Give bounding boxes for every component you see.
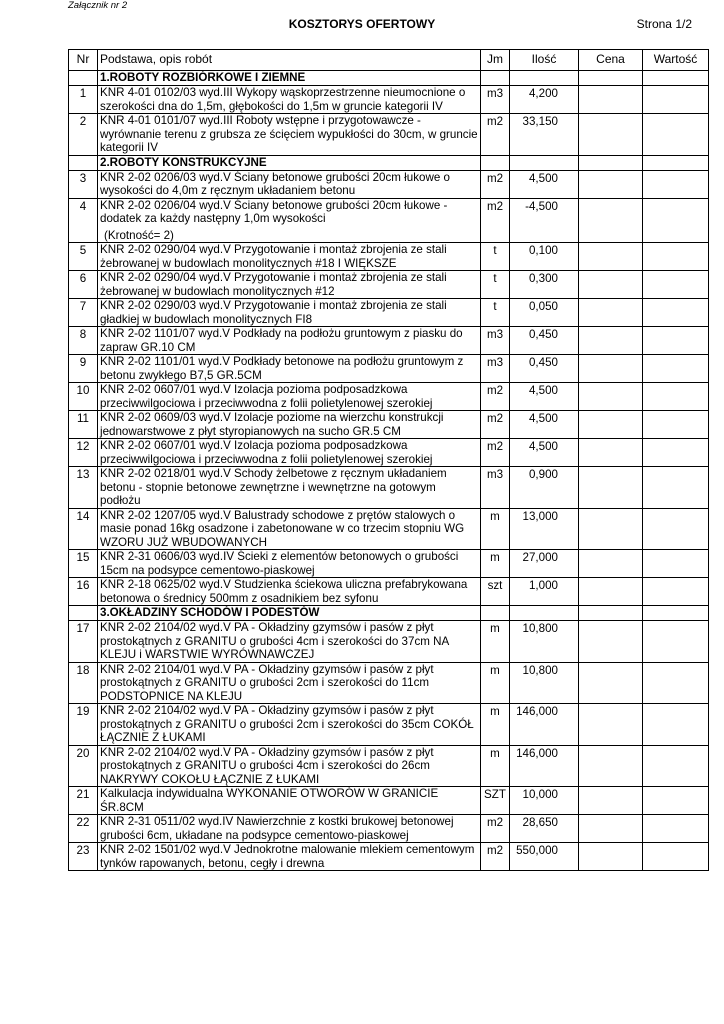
row-number: 6	[69, 271, 98, 299]
row-value	[643, 86, 709, 114]
row-description-cell	[98, 843, 481, 871]
table-row	[69, 271, 709, 299]
row-description-cell	[98, 170, 481, 198]
row-quantity: 4,500	[510, 383, 579, 411]
row-number: 3	[69, 170, 98, 198]
row-unit: m	[481, 621, 510, 663]
row-number: 4	[69, 198, 98, 243]
table-row	[69, 843, 709, 871]
row-description-cell	[98, 662, 481, 704]
table-row	[69, 662, 709, 704]
table-body	[69, 71, 709, 871]
table-row	[69, 243, 709, 271]
cost-estimate-table	[68, 49, 709, 871]
row-price	[579, 243, 643, 271]
row-quantity: 33,150	[510, 114, 579, 156]
row-price	[579, 578, 643, 606]
row-description-cell	[98, 243, 481, 271]
row-unit: m3	[481, 355, 510, 383]
table-row	[69, 704, 709, 746]
row-price	[579, 86, 643, 114]
row-description: KNR 2-02 0206/04 wyd.V Ściany betonowe grubości 20cm łukowe - dodatek za każdy następny 1,0m wysokości	[100, 198, 448, 225]
row-quantity: 0,450	[510, 355, 579, 383]
row-price	[579, 550, 643, 578]
row-description-cell	[98, 578, 481, 606]
row-number: 17	[69, 621, 98, 663]
row-number: 8	[69, 327, 98, 355]
row-value	[643, 508, 709, 550]
row-quantity: 0,100	[510, 243, 579, 271]
row-number: 21	[69, 787, 98, 815]
row-unit: m2	[481, 114, 510, 156]
row-description: KNR 4-01 0102/03 wyd.III Wykopy wąskoprzestrzenne nieumocnione o szerokości dna do 1,5m, głębokości do 1,5m w gruncie kategorii IV	[100, 86, 466, 113]
row-price	[579, 198, 643, 243]
table-row	[69, 787, 709, 815]
row-value	[643, 243, 709, 271]
row-number: 10	[69, 383, 98, 411]
row-price	[579, 508, 643, 550]
section-row	[69, 71, 709, 86]
row-number: 22	[69, 815, 98, 843]
row-description-cell	[98, 114, 481, 156]
row-description-cell	[98, 327, 481, 355]
row-value	[643, 170, 709, 198]
row-quantity: 0,300	[510, 271, 579, 299]
row-value	[643, 355, 709, 383]
row-unit: m	[481, 704, 510, 746]
row-unit: m2	[481, 170, 510, 198]
row-description-cell	[98, 745, 481, 787]
row-number: 5	[69, 243, 98, 271]
row-description-cell	[98, 704, 481, 746]
header-value: Wartość	[643, 50, 709, 71]
row-number: 7	[69, 299, 98, 327]
row-price	[579, 271, 643, 299]
row-description: KNR 2-02 0290/03 wyd.V Przygotowanie i montaż zbrojenia ze stali gładkiej w budowlach monolitycznych FI8	[100, 299, 447, 326]
row-unit: m2	[481, 198, 510, 243]
row-value	[643, 704, 709, 746]
table-header-row	[69, 50, 709, 71]
row-description-cell	[98, 299, 481, 327]
row-value	[643, 439, 709, 467]
table-row	[69, 86, 709, 114]
section-nr-cell	[69, 71, 98, 86]
header-unit: Jm	[481, 50, 510, 71]
table-row	[69, 550, 709, 578]
row-unit: m2	[481, 411, 510, 439]
row-description-cell	[98, 439, 481, 467]
row-quantity: 28,650	[510, 815, 579, 843]
row-description: KNR 2-02 1207/05 wyd.V Balustrady schodowe z prętów stalowych o masie ponad 16kg osadzone i zabetonowane w co trzecim stopniu WG WZORU JUŻ WBUDOWANYCH	[100, 508, 465, 549]
row-price	[579, 327, 643, 355]
row-value	[643, 383, 709, 411]
row-value	[643, 411, 709, 439]
empty-cell	[579, 606, 643, 621]
row-value	[643, 745, 709, 787]
row-unit: m2	[481, 383, 510, 411]
section-title: 3.OKŁADZINY SCHODÓW I PODESTÓW	[98, 606, 481, 621]
row-quantity: 0,050	[510, 299, 579, 327]
row-number: 20	[69, 745, 98, 787]
row-unit: t	[481, 243, 510, 271]
row-unit: m	[481, 508, 510, 550]
row-description: Kalkulacja indywidualna WYKONANIE OTWORÓW W GRANICIE ŚR.8CM	[100, 787, 439, 814]
empty-cell	[643, 71, 709, 86]
row-price	[579, 439, 643, 467]
row-description-cell	[98, 355, 481, 383]
row-description: KNR 2-02 0290/04 wyd.V Przygotowanie i montaż zbrojenia ze stali żebrowanej w budowlach monolitycznych #18 I WIĘKSZE	[100, 243, 447, 270]
row-unit: m2	[481, 439, 510, 467]
row-description: KNR 2-31 0511/02 wyd.IV Nawierzchnie z kostki brukowej betonowej grubości 6cm, układane na podsypce cementowo-piaskowej	[100, 815, 454, 842]
row-value	[643, 843, 709, 871]
section-row	[69, 606, 709, 621]
section-row	[69, 155, 709, 170]
row-unit: m3	[481, 467, 510, 509]
row-description: KNR 2-31 0606/03 wyd.IV Ścieki z elementów betonowych o grubości 15cm na podsypce cementowo-piaskowej	[100, 550, 459, 577]
row-description: KNR 2-02 0607/01 wyd.V Izolacja pozioma podposadzkowa przeciwwilgociowa i przeciwwodna z folii polietylenowej szerokiej	[100, 439, 433, 466]
row-description-cell	[98, 815, 481, 843]
row-quantity: 10,800	[510, 621, 579, 663]
row-quantity: 4,500	[510, 411, 579, 439]
row-number: 1	[69, 86, 98, 114]
table-row	[69, 355, 709, 383]
row-value	[643, 467, 709, 509]
section-title: 2.ROBOTY KONSTRUKCYJNE	[98, 155, 481, 170]
row-price	[579, 355, 643, 383]
row-price	[579, 787, 643, 815]
row-description: KNR 4-01 0101/07 wyd.III Roboty wstępne i przygotowawcze - wyrównanie terenu z grubsza ze ścięciem wypukłości do 30cm, w gruncie kategorii IV	[100, 114, 478, 154]
table-row	[69, 815, 709, 843]
row-quantity: 0,900	[510, 467, 579, 509]
row-number: 14	[69, 508, 98, 550]
row-number: 12	[69, 439, 98, 467]
row-price	[579, 662, 643, 704]
row-price	[579, 843, 643, 871]
row-price	[579, 411, 643, 439]
row-description-cell	[98, 787, 481, 815]
row-description-cell	[98, 550, 481, 578]
table-row	[69, 745, 709, 787]
row-value	[643, 550, 709, 578]
empty-cell	[579, 71, 643, 86]
row-description-cell	[98, 271, 481, 299]
row-number: 18	[69, 662, 98, 704]
table-row	[69, 508, 709, 550]
section-nr-cell	[69, 606, 98, 621]
row-description: KNR 2-02 0290/04 wyd.V Przygotowanie i montaż zbrojenia ze stali żebrowanej w budowlach monolitycznych #12	[100, 271, 447, 298]
row-price	[579, 704, 643, 746]
row-multiplier: (Krotność= 2)	[104, 228, 174, 242]
header-nr: Nr	[69, 50, 98, 71]
header-price: Cena	[579, 50, 643, 71]
row-value	[643, 621, 709, 663]
row-number: 2	[69, 114, 98, 156]
row-quantity: 4,200	[510, 86, 579, 114]
row-price	[579, 170, 643, 198]
row-price	[579, 467, 643, 509]
row-number: 9	[69, 355, 98, 383]
row-quantity: 4,500	[510, 170, 579, 198]
row-description: KNR 2-02 2104/01 wyd.V PA - Okładziny gzymsów i pasów z płyt prostokątnych z GRANITU o grubości 2cm i szerokości do 11cm PODSTOPNICE NA KLEJU	[100, 662, 434, 703]
row-unit: m2	[481, 843, 510, 871]
row-unit: m2	[481, 815, 510, 843]
row-description-cell	[98, 86, 481, 114]
empty-cell	[510, 155, 579, 170]
row-price	[579, 383, 643, 411]
row-number: 11	[69, 411, 98, 439]
row-value	[643, 815, 709, 843]
table-row	[69, 578, 709, 606]
row-quantity: 27,000	[510, 550, 579, 578]
row-quantity: 550,000	[510, 843, 579, 871]
row-price	[579, 815, 643, 843]
table-row	[69, 411, 709, 439]
row-unit: m	[481, 662, 510, 704]
row-description: KNR 2-02 1501/02 wyd.V Jednokrotne malowanie mlekiem cementowym tynków rapowanych, betonu, cegły i drewna	[100, 843, 475, 870]
row-number: 13	[69, 467, 98, 509]
row-unit: m3	[481, 327, 510, 355]
row-price	[579, 299, 643, 327]
row-value	[643, 198, 709, 243]
row-description: KNR 2-02 2104/02 wyd.V PA - Okładziny gzymsów i pasów z płyt prostokątnych z GRANITU o grubości 4cm i szerokości do 26cm NAKRYWY COKOŁU ŁĄCZNIE Z ŁUKAMI	[100, 745, 434, 786]
attachment-label: Załącznik nr 2	[68, 0, 128, 11]
empty-cell	[643, 155, 709, 170]
row-quantity: 146,000	[510, 745, 579, 787]
section-title: 1.ROBOTY ROZBIÓRKOWE I ZIEMNE	[98, 71, 481, 86]
row-description: KNR 2-02 1101/07 wyd.V Podkłady na podłożu gruntowym z piasku do zapraw GR.10 CM	[100, 327, 463, 354]
row-quantity: 10,000	[510, 787, 579, 815]
table-row	[69, 170, 709, 198]
row-description: KNR 2-02 0609/03 wyd.V Izolacje poziome na wierzchu konstrukcji jednowarstwowe z płyt styropianowych na sucho GR.5 CM	[100, 411, 444, 438]
row-description: KNR 2-02 0607/01 wyd.V Izolacja pozioma podposadzkowa przeciwwilgociowa i przeciwwodna z folii polietylenowej szerokiej	[100, 383, 433, 410]
row-description: KNR 2-02 2104/02 wyd.V PA - Okładziny gzymsów i pasów z płyt prostokątnych z GRANITU o grubości 4cm i szerokości do 37cm NA KLEJU i WARSTWIE WYRÓWNAWCZEJ	[100, 621, 449, 661]
empty-cell	[510, 606, 579, 621]
table-row	[69, 467, 709, 509]
row-quantity: 10,800	[510, 662, 579, 704]
row-unit: szt	[481, 578, 510, 606]
row-value	[643, 662, 709, 704]
row-value	[643, 299, 709, 327]
row-description-cell	[98, 198, 481, 243]
row-unit: t	[481, 299, 510, 327]
empty-cell	[579, 155, 643, 170]
table-row	[69, 621, 709, 663]
row-price	[579, 621, 643, 663]
row-description-cell	[98, 467, 481, 509]
table-row	[69, 299, 709, 327]
empty-cell	[481, 71, 510, 86]
page-number: Strona 1/2	[636, 17, 692, 31]
row-number: 23	[69, 843, 98, 871]
row-value	[643, 578, 709, 606]
empty-cell	[481, 606, 510, 621]
table-row	[69, 114, 709, 156]
row-price	[579, 114, 643, 156]
table-row	[69, 327, 709, 355]
row-description-cell	[98, 383, 481, 411]
row-value	[643, 787, 709, 815]
row-quantity: 1,000	[510, 578, 579, 606]
row-unit: t	[481, 271, 510, 299]
row-quantity: 4,500	[510, 439, 579, 467]
row-description-cell	[98, 411, 481, 439]
row-unit: SZT	[481, 787, 510, 815]
row-value	[643, 114, 709, 156]
row-price	[579, 745, 643, 787]
header-description: Podstawa, opis robót	[98, 50, 481, 71]
row-unit: m	[481, 745, 510, 787]
row-number: 16	[69, 578, 98, 606]
row-number: 19	[69, 704, 98, 746]
header-quantity: Ilość	[510, 50, 579, 71]
table-row	[69, 439, 709, 467]
row-description-cell	[98, 621, 481, 663]
row-description: KNR 2-02 0218/01 wyd.V Schody żelbetowe z ręcznym układaniem betonu - stopnie betonowe zewnętrzne i wewnętrzne na gotowym podłożu	[100, 467, 447, 507]
row-quantity: 146,000	[510, 704, 579, 746]
row-description: KNR 2-18 0625/02 wyd.V Studzienka ściekowa uliczna prefabrykowana betonowa o średnicy 500mm z osadnikiem bez syfonu	[100, 578, 468, 605]
row-unit: m3	[481, 86, 510, 114]
row-unit: m	[481, 550, 510, 578]
row-quantity: 13,000	[510, 508, 579, 550]
document-title: KOSZTORYS OFERTOWY	[288, 17, 436, 31]
row-description: KNR 2-02 2104/02 wyd.V PA - Okładziny gzymsów i pasów z płyt prostokątnych z GRANITU o grubości 2cm i szerokości do 35cm COKÓŁ ŁĄCZNIE Z ŁUKAMI	[100, 704, 474, 744]
empty-cell	[643, 606, 709, 621]
table-row	[69, 198, 709, 243]
row-description-cell	[98, 508, 481, 550]
row-description: KNR 2-02 0206/03 wyd.V Ściany betonowe grubości 20cm łukowe o wysokości do 4,0m z ręcznym układaniem betonu	[100, 170, 450, 197]
empty-cell	[481, 155, 510, 170]
table-row	[69, 383, 709, 411]
row-number: 15	[69, 550, 98, 578]
row-description: KNR 2-02 1101/01 wyd.V Podkłady betonowe na podłożu gruntowym z betonu zwykłego B7,5 GR.5CM	[100, 355, 464, 382]
empty-cell	[510, 71, 579, 86]
row-quantity: 0,450	[510, 327, 579, 355]
row-quantity: -4,500	[510, 198, 579, 243]
section-nr-cell	[69, 155, 98, 170]
row-value	[643, 327, 709, 355]
row-value	[643, 271, 709, 299]
